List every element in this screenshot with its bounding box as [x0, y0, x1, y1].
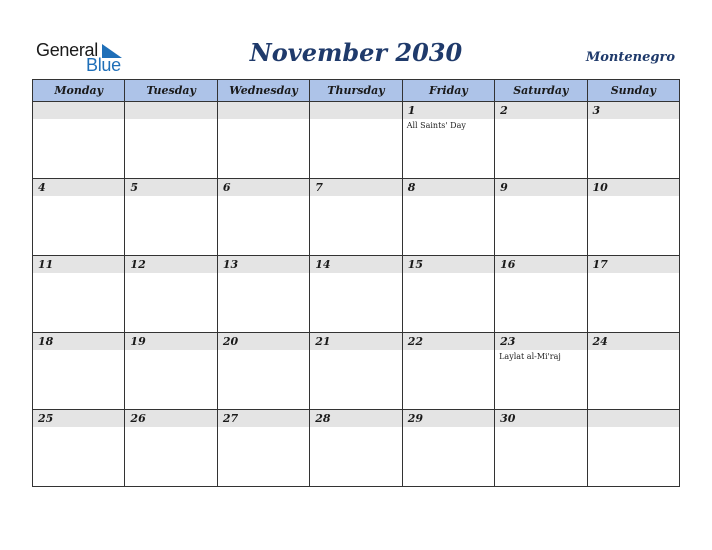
- week-row: [33, 333, 680, 410]
- day-cell: [495, 333, 587, 410]
- day-number: 15: [407, 258, 423, 271]
- day-cell: [217, 333, 309, 410]
- day-cell: [125, 256, 217, 333]
- day-cell: [310, 179, 402, 256]
- day-number: 14: [315, 258, 331, 271]
- day-cell: [402, 179, 494, 256]
- calendar-grid: [32, 79, 680, 487]
- week-row: [33, 256, 680, 333]
- day-number: 9: [500, 181, 508, 194]
- day-cell: [217, 102, 309, 179]
- day-cell: [33, 179, 125, 256]
- day-number: 19: [130, 335, 146, 348]
- country-label: Montenegro: [585, 50, 675, 65]
- day-cell: [217, 256, 309, 333]
- day-cell: [217, 179, 309, 256]
- week-row: [33, 410, 680, 487]
- day-number: 2: [500, 104, 508, 117]
- day-cell: [402, 256, 494, 333]
- day-number: 4: [38, 181, 46, 194]
- weekday-header: Sunday: [587, 80, 679, 102]
- day-number: 16: [500, 258, 516, 271]
- day-number: 26: [130, 412, 146, 425]
- day-number: 25: [38, 412, 54, 425]
- day-cell: [33, 256, 125, 333]
- day-number: 22: [407, 335, 423, 348]
- day-cell: [495, 102, 587, 179]
- day-number: 29: [407, 412, 423, 425]
- day-number: 10: [592, 181, 608, 194]
- day-number: 17: [592, 258, 608, 271]
- day-cell: [310, 410, 402, 487]
- day-cell: [587, 256, 679, 333]
- day-cell: [125, 333, 217, 410]
- day-number: 11: [38, 258, 54, 271]
- day-cell: [495, 256, 587, 333]
- day-number: 6: [222, 181, 231, 194]
- day-number: 27: [222, 412, 239, 425]
- day-cell: [495, 410, 587, 487]
- day-cell: [217, 410, 309, 487]
- day-cell: [125, 179, 217, 256]
- day-cell: [125, 102, 217, 179]
- day-cell: [33, 102, 125, 179]
- logo-text-general: General: [36, 40, 98, 60]
- day-cell: [587, 102, 679, 179]
- day-cell: [495, 179, 587, 256]
- weekday-header: Wednesday: [217, 80, 309, 102]
- day-cell: [402, 102, 494, 179]
- weekday-header: Thursday: [310, 80, 402, 102]
- day-number: 7: [315, 181, 323, 194]
- logo-text-blue: Blue: [86, 55, 121, 75]
- page-title: November 2030: [249, 38, 463, 67]
- day-cell: [587, 333, 679, 410]
- day-number: 23: [500, 335, 516, 348]
- day-number: 21: [315, 335, 331, 348]
- day-cell: [402, 410, 494, 487]
- day-number: 13: [222, 258, 239, 271]
- day-cell: [310, 256, 402, 333]
- day-cell: [402, 333, 494, 410]
- holiday-label: All Saints' Day: [406, 121, 466, 130]
- day-number: 30: [500, 412, 516, 425]
- day-number: 8: [407, 181, 416, 194]
- day-cell: [33, 333, 125, 410]
- weekday-header-row: [33, 80, 680, 102]
- day-number: 1: [407, 104, 416, 117]
- day-cell: [33, 410, 125, 487]
- day-number: 5: [130, 181, 139, 194]
- week-row: [33, 102, 680, 179]
- weekday-header: Saturday: [495, 80, 587, 102]
- day-number: 20: [222, 335, 239, 348]
- day-number: 28: [315, 412, 331, 425]
- day-number: 12: [130, 258, 146, 271]
- day-cell: [125, 410, 217, 487]
- weekday-header: Friday: [402, 80, 494, 102]
- day-cell: [310, 333, 402, 410]
- day-cell: [587, 179, 679, 256]
- weekday-header: Monday: [33, 80, 125, 102]
- weekday-header: Tuesday: [125, 80, 217, 102]
- day-cell: [587, 410, 679, 487]
- holiday-label: Laylat al-Mi'raj: [499, 352, 561, 361]
- day-number: 24: [592, 335, 608, 348]
- week-row: [33, 179, 680, 256]
- day-number: 18: [38, 335, 54, 348]
- day-number: 3: [592, 104, 601, 117]
- day-cell: [310, 102, 402, 179]
